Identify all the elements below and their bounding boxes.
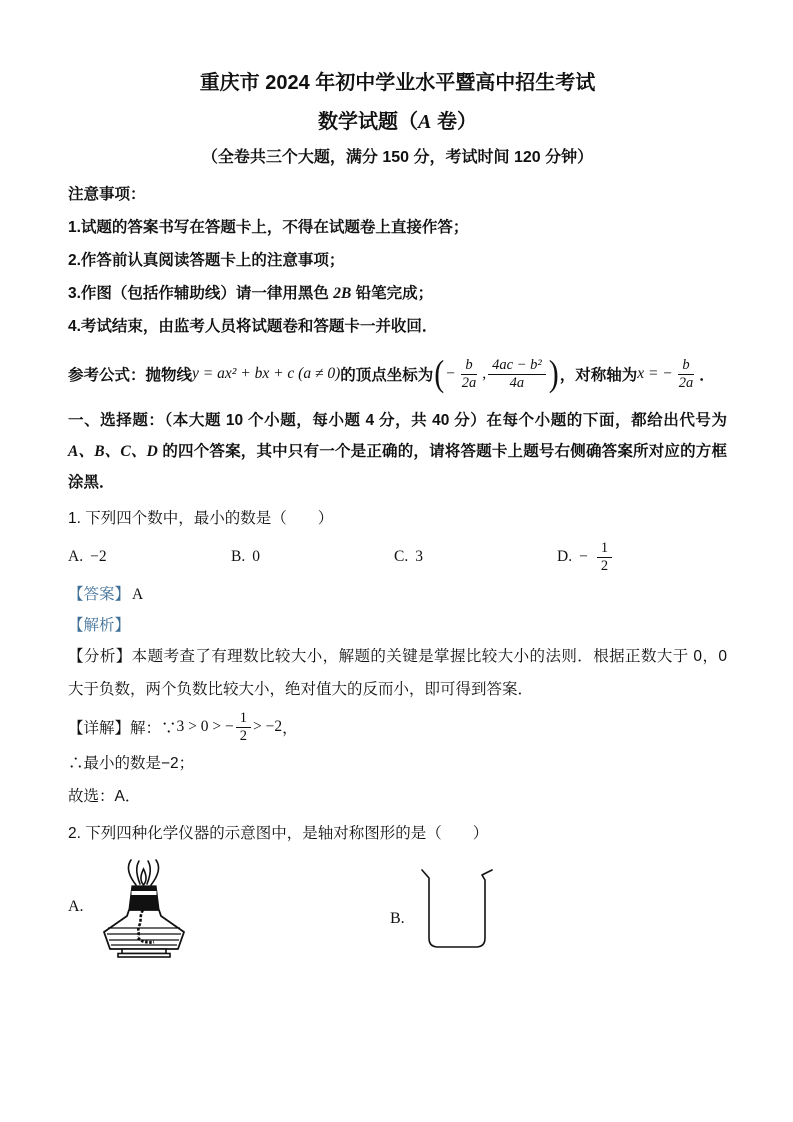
vertex-text: 的顶点坐标为 bbox=[340, 367, 434, 384]
minus-sign: − bbox=[445, 365, 456, 382]
option-b-label: B. bbox=[390, 910, 405, 927]
axis-fraction: $\frac{b}{2a}$ bbox=[678, 356, 694, 391]
notice-heading: 注意事项： bbox=[68, 186, 146, 203]
section-1-part1: 一、选择题：（本大题 10 个小题，每小题 4 分，共 40 分）在每个小题的下面，都给出代号为 bbox=[68, 412, 727, 429]
question-1-text: 1. 下列四个数中，最小的数是（ ） bbox=[68, 510, 334, 527]
analysis-header bbox=[68, 610, 727, 641]
exam-meta-line: （全卷共三个大题，满分 150 分，考试时间 120 分钟） bbox=[201, 149, 594, 166]
notice-item-3-post: 铅笔完成； bbox=[351, 285, 434, 302]
comma: , bbox=[482, 365, 487, 382]
option-c-label: C. bbox=[394, 548, 409, 565]
paper-variant-letter: A bbox=[418, 111, 432, 133]
analysis-label: 【解析】 bbox=[68, 617, 131, 634]
option-c-value: 3 bbox=[415, 548, 423, 565]
detail-solution-line bbox=[68, 706, 727, 748]
option-c bbox=[394, 548, 557, 566]
formula-period: ． bbox=[699, 367, 715, 384]
close-paren: ) bbox=[548, 352, 559, 394]
option-d bbox=[557, 540, 727, 575]
option-b-label: B. bbox=[231, 548, 246, 565]
pencil-grade: 2B bbox=[333, 285, 352, 302]
answer-label: 【答案】 bbox=[68, 586, 131, 603]
reference-formula-line bbox=[68, 345, 727, 403]
section-1-instructions bbox=[68, 405, 727, 498]
notice-item-4: 4.考试结束，由监考人员将试题卷和答题卡一并收回． bbox=[68, 318, 438, 335]
parabola-equation: y = ax² + bx + c (a ≠ 0) bbox=[192, 365, 341, 382]
notice-item-2: 2.作答前认真阅读答题卡上的注意事项； bbox=[68, 252, 345, 269]
xiangjie-label: 【详解】 bbox=[68, 720, 131, 737]
axis-equation-pre: x = − bbox=[637, 365, 673, 382]
xiangjie-post: ， bbox=[282, 720, 298, 737]
inequality-right: > −2 bbox=[253, 718, 283, 735]
notice-item-3-pre: 3.作图（包括作辅助线）请一律用黑色 bbox=[68, 285, 334, 302]
subtitle-post: 卷） bbox=[431, 111, 477, 133]
fenxi-label: 【分析】 bbox=[68, 648, 132, 665]
open-paren: ( bbox=[434, 352, 445, 394]
option-letters: A、B、C、D bbox=[68, 443, 158, 460]
axis-text: ，对称轴为 bbox=[559, 367, 638, 384]
document-content bbox=[68, 70, 727, 962]
notice-item-1: 1.试题的答案书写在答题卡上，不得在试题卷上直接作答； bbox=[68, 219, 469, 236]
fenxi-text: 本题考查了有理数比较大小，解题的关键是掌握比较大小的法则．根据正数大于 0，0 大于负数，两个负数比较大小，绝对值大的反而小，即可得到答案． bbox=[68, 648, 727, 698]
answer-value: A bbox=[132, 586, 144, 603]
choice-line: 故选：A． bbox=[68, 787, 141, 805]
formula-intro: 参考公式：抛物线 bbox=[68, 367, 193, 384]
option-a-label: A. bbox=[68, 898, 84, 915]
answer-line bbox=[68, 579, 727, 610]
option-a-value: −2 bbox=[90, 548, 107, 565]
option-a bbox=[68, 548, 231, 566]
question-1-options bbox=[68, 535, 727, 579]
analysis-paragraph bbox=[68, 641, 727, 706]
option-b-value: 0 bbox=[252, 548, 260, 565]
option-a-label: A. bbox=[68, 548, 84, 565]
alcohol-lamp-icon bbox=[98, 858, 190, 958]
doc-title-line1: 重庆市 2024 年初中学业水平暨高中招生考试 bbox=[199, 72, 596, 94]
question-2-figures bbox=[68, 858, 727, 962]
question-2-text: 2. 下列四种化学仪器的示意图中，是轴对称图形的是（ ） bbox=[68, 825, 489, 842]
inequality-left: 3 > 0 > − bbox=[176, 718, 234, 735]
option-d-fraction: $\frac{1}{2}$ bbox=[597, 540, 612, 575]
doc-title-line2 bbox=[68, 109, 727, 135]
vertex-y-fraction: $\frac{\text{4ac − b²}}{4a}$ bbox=[488, 357, 546, 392]
subtitle-pre: 数学试题（ bbox=[318, 111, 419, 133]
half-fraction: $\frac{1}{2}$ bbox=[236, 710, 251, 745]
section-1-part2: 的四个答案，其中只有一个是正确的，请将答题卡上题号右侧确答案所对应的方框涂黑． bbox=[68, 443, 727, 491]
conclusion-line: ∴最小的数是−2； bbox=[68, 755, 195, 772]
option-b bbox=[231, 548, 394, 566]
option-d-label: D. bbox=[557, 548, 573, 565]
beaker-icon bbox=[418, 867, 496, 951]
notice-item-3 bbox=[68, 277, 727, 310]
xiangjie-pre: 解：∵ bbox=[130, 720, 177, 737]
vertex-x-fraction: $\frac{b}{2a}$ bbox=[461, 356, 477, 391]
option-d-sign: − bbox=[579, 548, 588, 565]
